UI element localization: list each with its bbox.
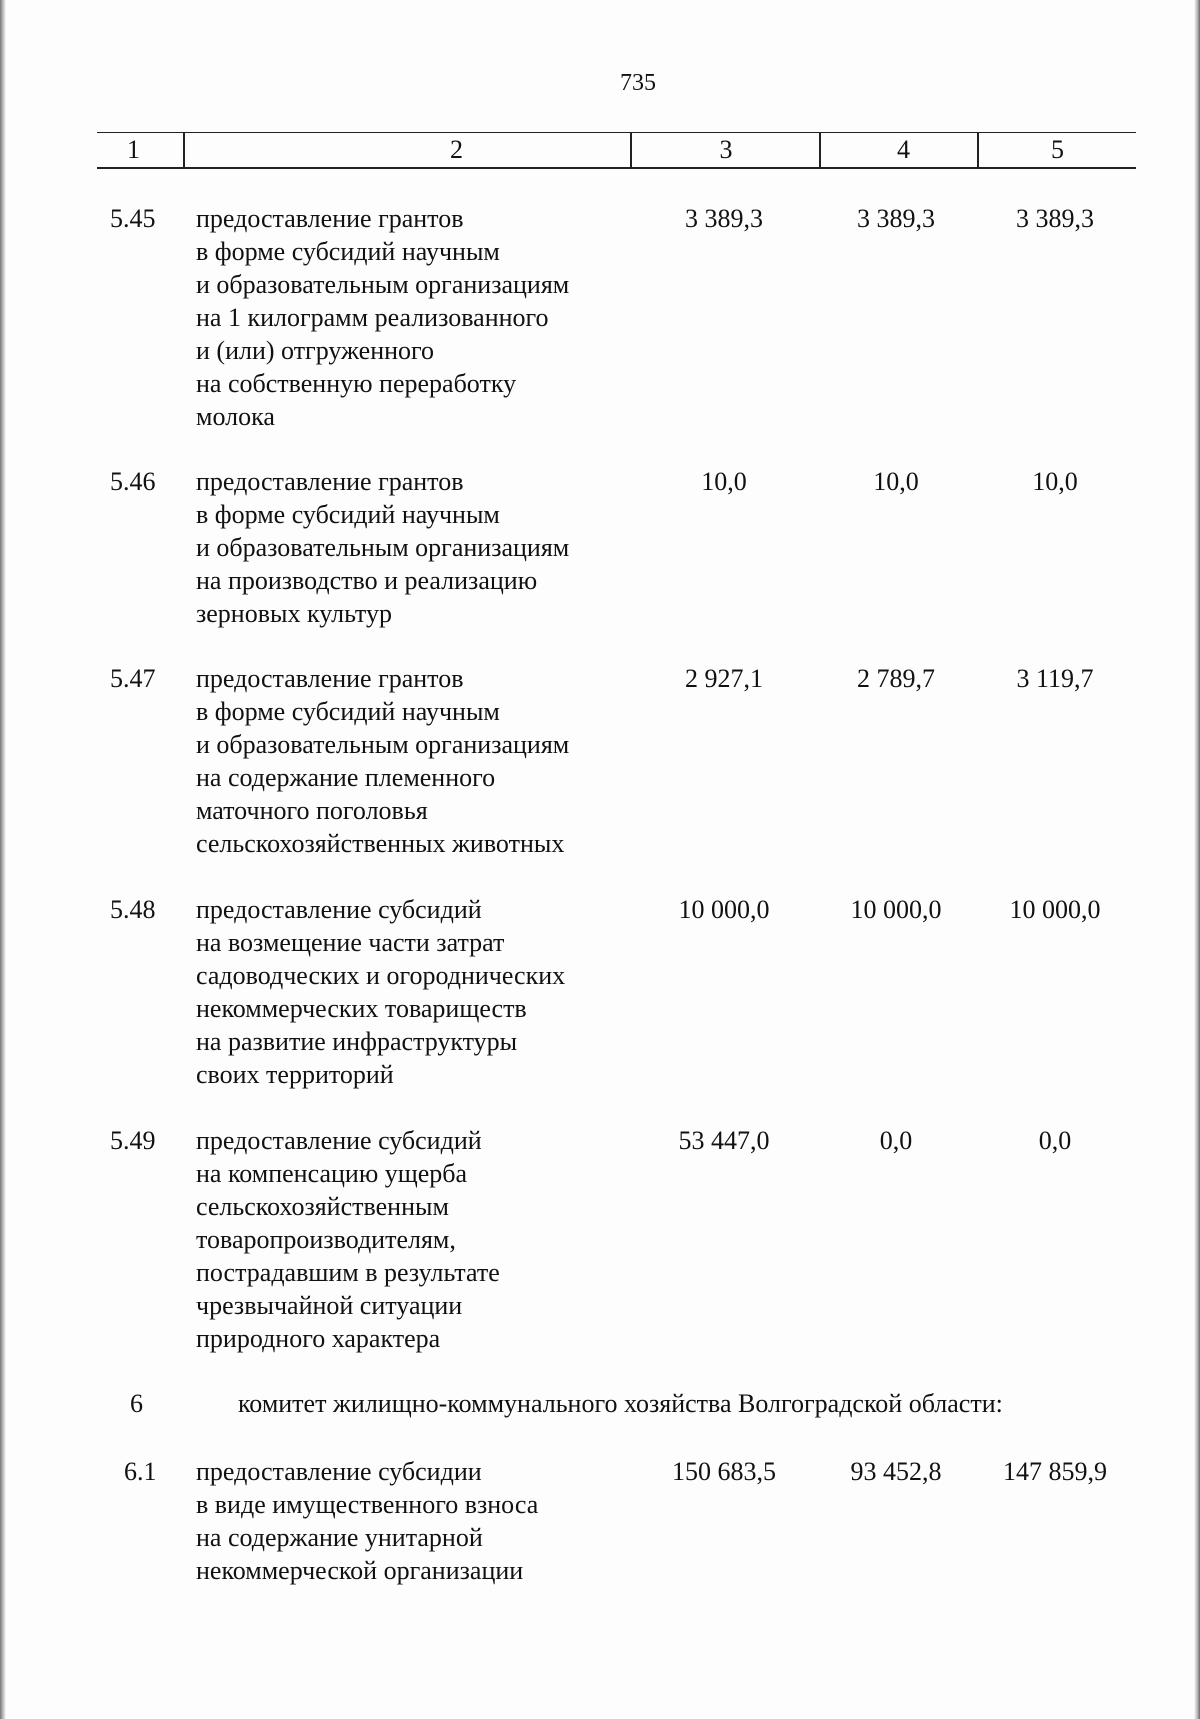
value-col-4: 93 452,8 xyxy=(850,1457,942,1486)
value-col-4: 10 000,0 xyxy=(850,895,942,924)
row-description xyxy=(196,893,636,1091)
row-description xyxy=(196,1455,636,1587)
value-col-3: 53 447,0 xyxy=(678,1126,770,1155)
header-col-1: 1 xyxy=(127,135,140,164)
description-line: молока xyxy=(196,402,275,431)
description-line: сельскохозяйственным xyxy=(196,1192,449,1221)
header-col-5: 5 xyxy=(1051,135,1064,164)
description-line: предоставление субсидий xyxy=(196,895,482,924)
header-col-4: 4 xyxy=(897,135,910,164)
value-col-4: 0,0 xyxy=(879,1126,913,1155)
value-col-4: 3 389,3 xyxy=(857,204,935,233)
description-line: на содержание племенного xyxy=(196,763,496,792)
description-line: на компенсацию ущерба xyxy=(196,1159,468,1188)
description-line: и образовательным организациям xyxy=(196,533,570,562)
value-col-3: 150 683,5 xyxy=(672,1457,776,1486)
value-col-5: 3 389,3 xyxy=(1016,204,1094,233)
value-col-4: 2 789,7 xyxy=(857,664,935,693)
value-col-3: 3 389,3 xyxy=(685,204,763,233)
description-line: предоставление грантов xyxy=(196,467,464,496)
header-col-2: 2 xyxy=(450,135,463,164)
description-line: природного характера xyxy=(196,1324,441,1353)
value-col-3: 10 000,0 xyxy=(678,895,770,924)
row-number: 6.1 xyxy=(124,1457,157,1486)
value-col-5: 10,0 xyxy=(1032,467,1078,496)
row-number: 5.48 xyxy=(110,895,156,924)
row-description xyxy=(196,465,636,630)
section-number: 6 xyxy=(130,1389,143,1418)
description-line: сельскохозяйственных животных xyxy=(196,829,565,858)
value-col-3: 2 927,1 xyxy=(685,664,763,693)
description-line: в форме субсидий научным xyxy=(196,237,500,266)
description-line: предоставление грантов xyxy=(196,204,464,233)
description-line: и образовательным организациям xyxy=(196,730,570,759)
table-header xyxy=(97,132,1136,169)
value-col-5: 10 000,0 xyxy=(1009,895,1101,924)
description-line: некоммерческой организации xyxy=(196,1556,524,1585)
description-line: и (или) отгруженного xyxy=(196,336,435,365)
description-line: чрезвычайной ситуации xyxy=(196,1291,463,1320)
description-line: некоммерческих товариществ xyxy=(196,994,527,1023)
description-line: на 1 килограмм реализованного xyxy=(196,303,549,332)
description-line: своих территорий xyxy=(196,1060,394,1089)
value-col-5: 0,0 xyxy=(1038,1126,1072,1155)
row-description xyxy=(196,1124,636,1355)
description-line: на возмещение части затрат xyxy=(196,928,505,957)
section-title: комитет жилищно-коммунального хозяйства Волгоградской области: xyxy=(238,1389,1003,1418)
row-number: 5.47 xyxy=(110,664,156,693)
description-line: на собственную переработку xyxy=(196,369,517,398)
row-number: 5.45 xyxy=(110,204,156,233)
description-line: в форме субсидий научным xyxy=(196,697,500,726)
description-line: садоводческих и огороднических xyxy=(196,961,566,990)
description-line: в виде имущественного взноса xyxy=(196,1490,539,1519)
description-line: на развитие инфраструктуры xyxy=(196,1027,518,1056)
description-line: пострадавшим в результате xyxy=(196,1258,500,1287)
row-description xyxy=(196,202,636,433)
value-col-5: 147 859,9 xyxy=(1003,1457,1107,1486)
value-col-4: 10,0 xyxy=(873,467,919,496)
description-line: предоставление грантов xyxy=(196,664,464,693)
description-line: предоставление субсидий xyxy=(196,1126,482,1155)
row-number: 5.49 xyxy=(110,1126,156,1155)
scan-edge-right xyxy=(1194,0,1200,1719)
description-line: на производство и реализацию xyxy=(196,566,538,595)
value-col-3: 10,0 xyxy=(701,467,747,496)
value-col-5: 3 119,7 xyxy=(1016,664,1094,693)
description-line: товаропроизводителям, xyxy=(196,1225,456,1254)
page-number: 735 xyxy=(620,70,656,96)
description-line: предоставление субсидии xyxy=(196,1457,482,1486)
row-description xyxy=(196,662,636,860)
header-col-3: 3 xyxy=(719,135,733,164)
description-line: в форме субсидий научным xyxy=(196,500,500,529)
row-number: 5.46 xyxy=(110,467,156,496)
description-line: и образовательным организациям xyxy=(196,270,570,299)
description-line: зерновых культур xyxy=(196,599,392,628)
description-line: на содержание унитарной xyxy=(196,1523,483,1552)
scan-edge-left xyxy=(0,0,6,1719)
description-line: маточного поголовья xyxy=(196,796,428,825)
